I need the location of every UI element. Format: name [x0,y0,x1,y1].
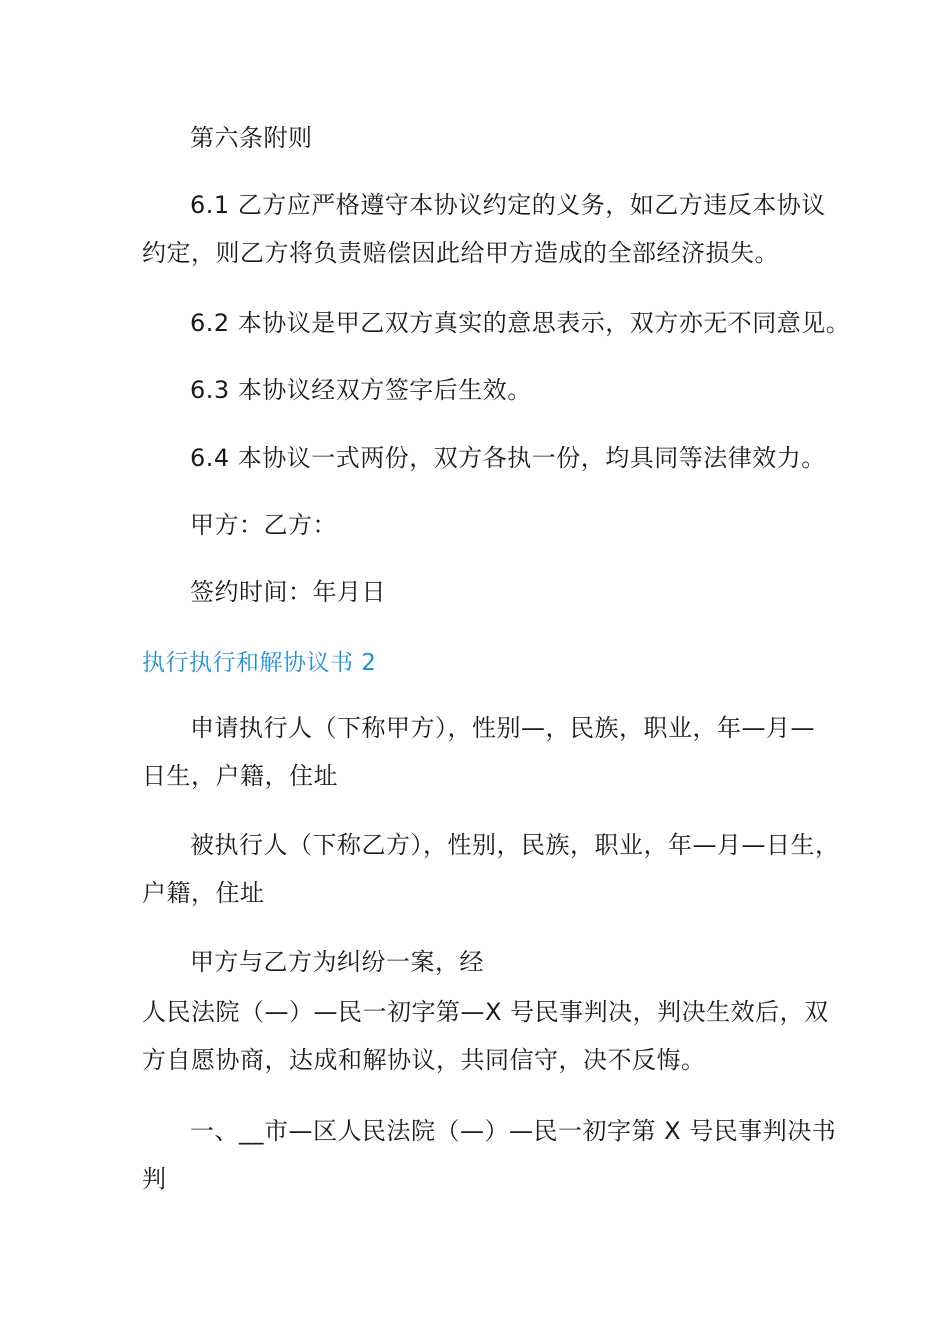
applicant-line2: 日生，户籍，住址 [142,762,338,790]
case-line3: 方自愿协商，达成和解协议，共同信守，决不反悔。 [142,1046,706,1074]
clause-6-1-line1: 6.1 乙方应严格遵守本协议约定的义务，如乙方违反本协议 [190,191,826,219]
item1-line1: 一、__市—区人民法院（—）—民一初字第 X 号民事判决书 [190,1117,837,1145]
clause-6-3: 6.3 本协议经双方签字后生效。 [190,376,532,404]
sign-date-line: 签约时间：年月日 [190,578,386,606]
applicant-line1: 申请执行人（下称甲方），性别—，民族，职业，年—月— [190,714,815,742]
case-line1: 甲方与乙方为纠纷一案，经 [190,948,484,976]
section-heading: 执行执行和解协议书 2 [142,650,377,676]
respondent-line1: 被执行人（下称乙方），性别，民族，职业，年—月—日生， [190,831,840,859]
article-title: 第六条附则 [190,124,313,152]
respondent-line2: 户籍，住址 [142,879,265,907]
clause-6-4: 6.4 本协议一式两份，双方各执一份，均具同等法律效力。 [190,444,826,472]
clause-6-1-line2: 约定，则乙方将负责赔偿因此给甲方造成的全部经济损失。 [142,239,779,267]
item1-line2: 判 [142,1165,167,1193]
parties-line: 甲方：乙方： [190,511,337,539]
clause-6-2: 6.2 本协议是甲乙双方真实的意思表示，双方亦无不同意见。 [190,309,851,337]
case-line2: 人民法院（—）—民一初字第—X 号民事判决，判决生效后，双 [142,998,829,1026]
